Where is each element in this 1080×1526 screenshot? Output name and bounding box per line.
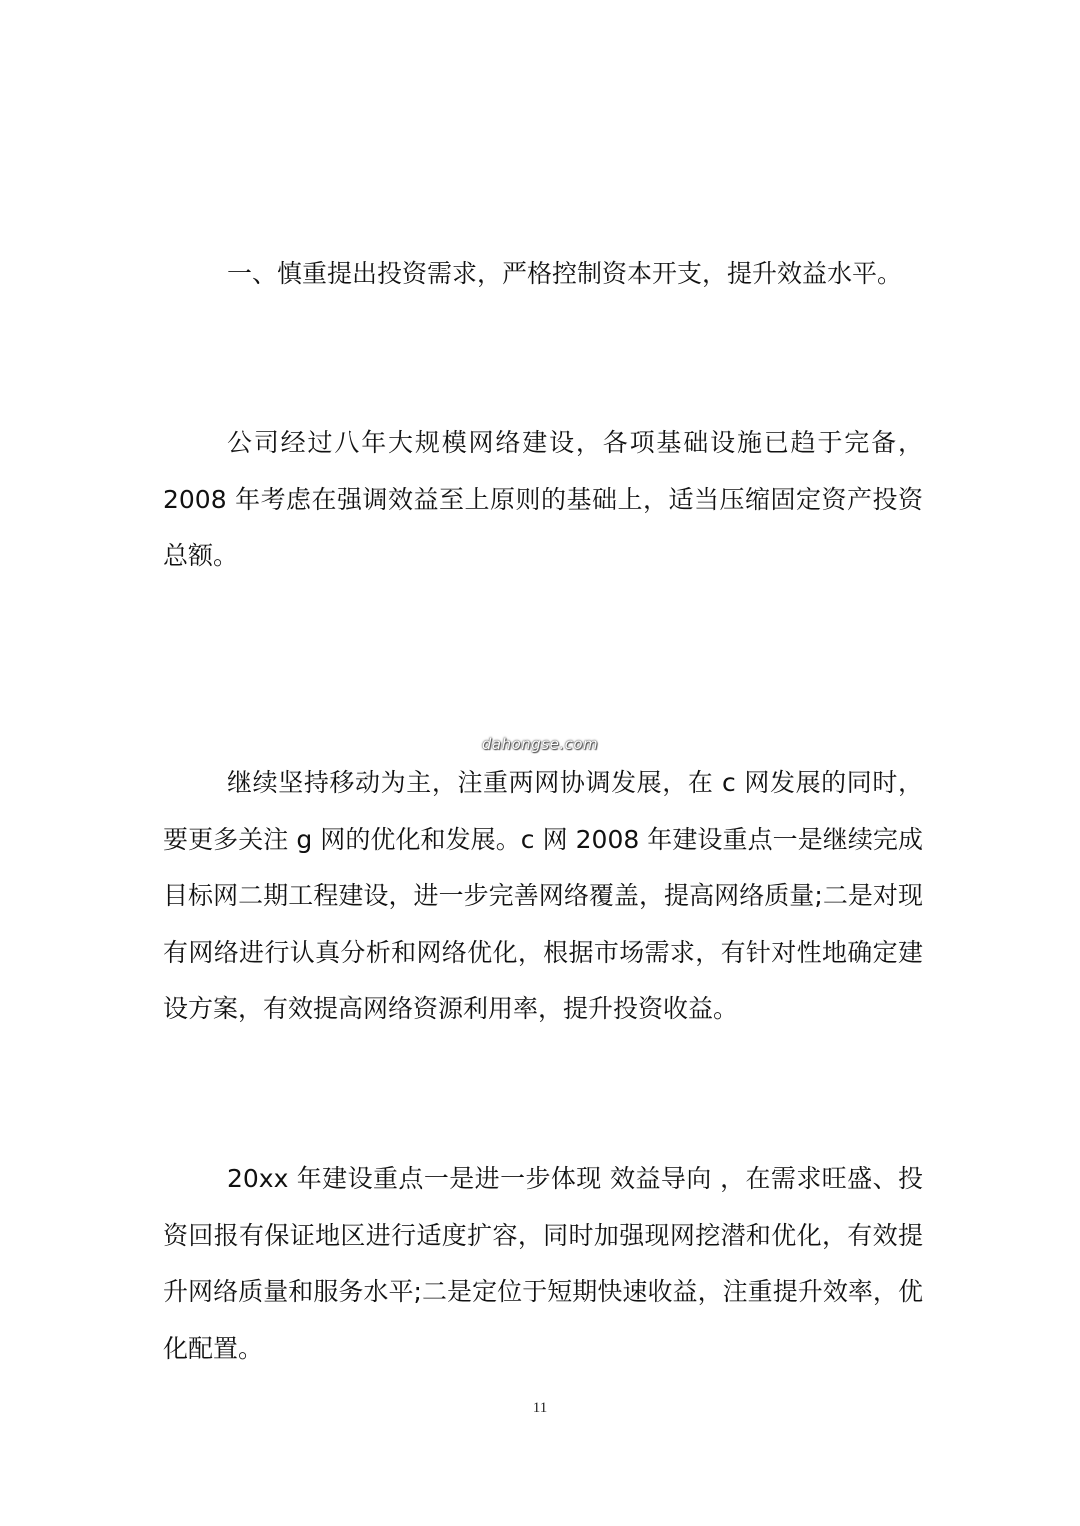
paragraph: 继续坚持移动为主，注重两网协调发展，在 c 网发展的同时，要更多关注 g 网的优化和发展。c 网 2008 年建设重点一是继续完成目标网二期工程建设，进一步完善网络覆盖，提高网络质量;二是对现有网络进行认真分析和网络优化，根据市场需求，有针对性地确定建设方案，有效提高网络资源利用率，提升投资收益。: [163, 768, 923, 1023]
section-heading: 一、慎重提出投资需求，严格控制资本开支，提升效益水平。: [227, 259, 903, 288]
paragraph: 20xx 年建设重点一是进一步体现 效益导向 ，在需求旺盛、投资回报有保证地区进行适度扩容，同时加强现网挖潜和优化，有效提升网络质量和服务水平;二是定位于短期快速收益，注重提升效率，优化配置。: [163, 1164, 923, 1363]
watermark: dahongse.com: [481, 735, 599, 753]
paragraph: 公司经过八年大规模网络建设，各项基础设施已趋于完备，2008 年考虑在强调效益至上原则的基础上，适当压缩固定资产投资总额。: [163, 428, 923, 570]
page-number: 11: [532, 1400, 548, 1416]
